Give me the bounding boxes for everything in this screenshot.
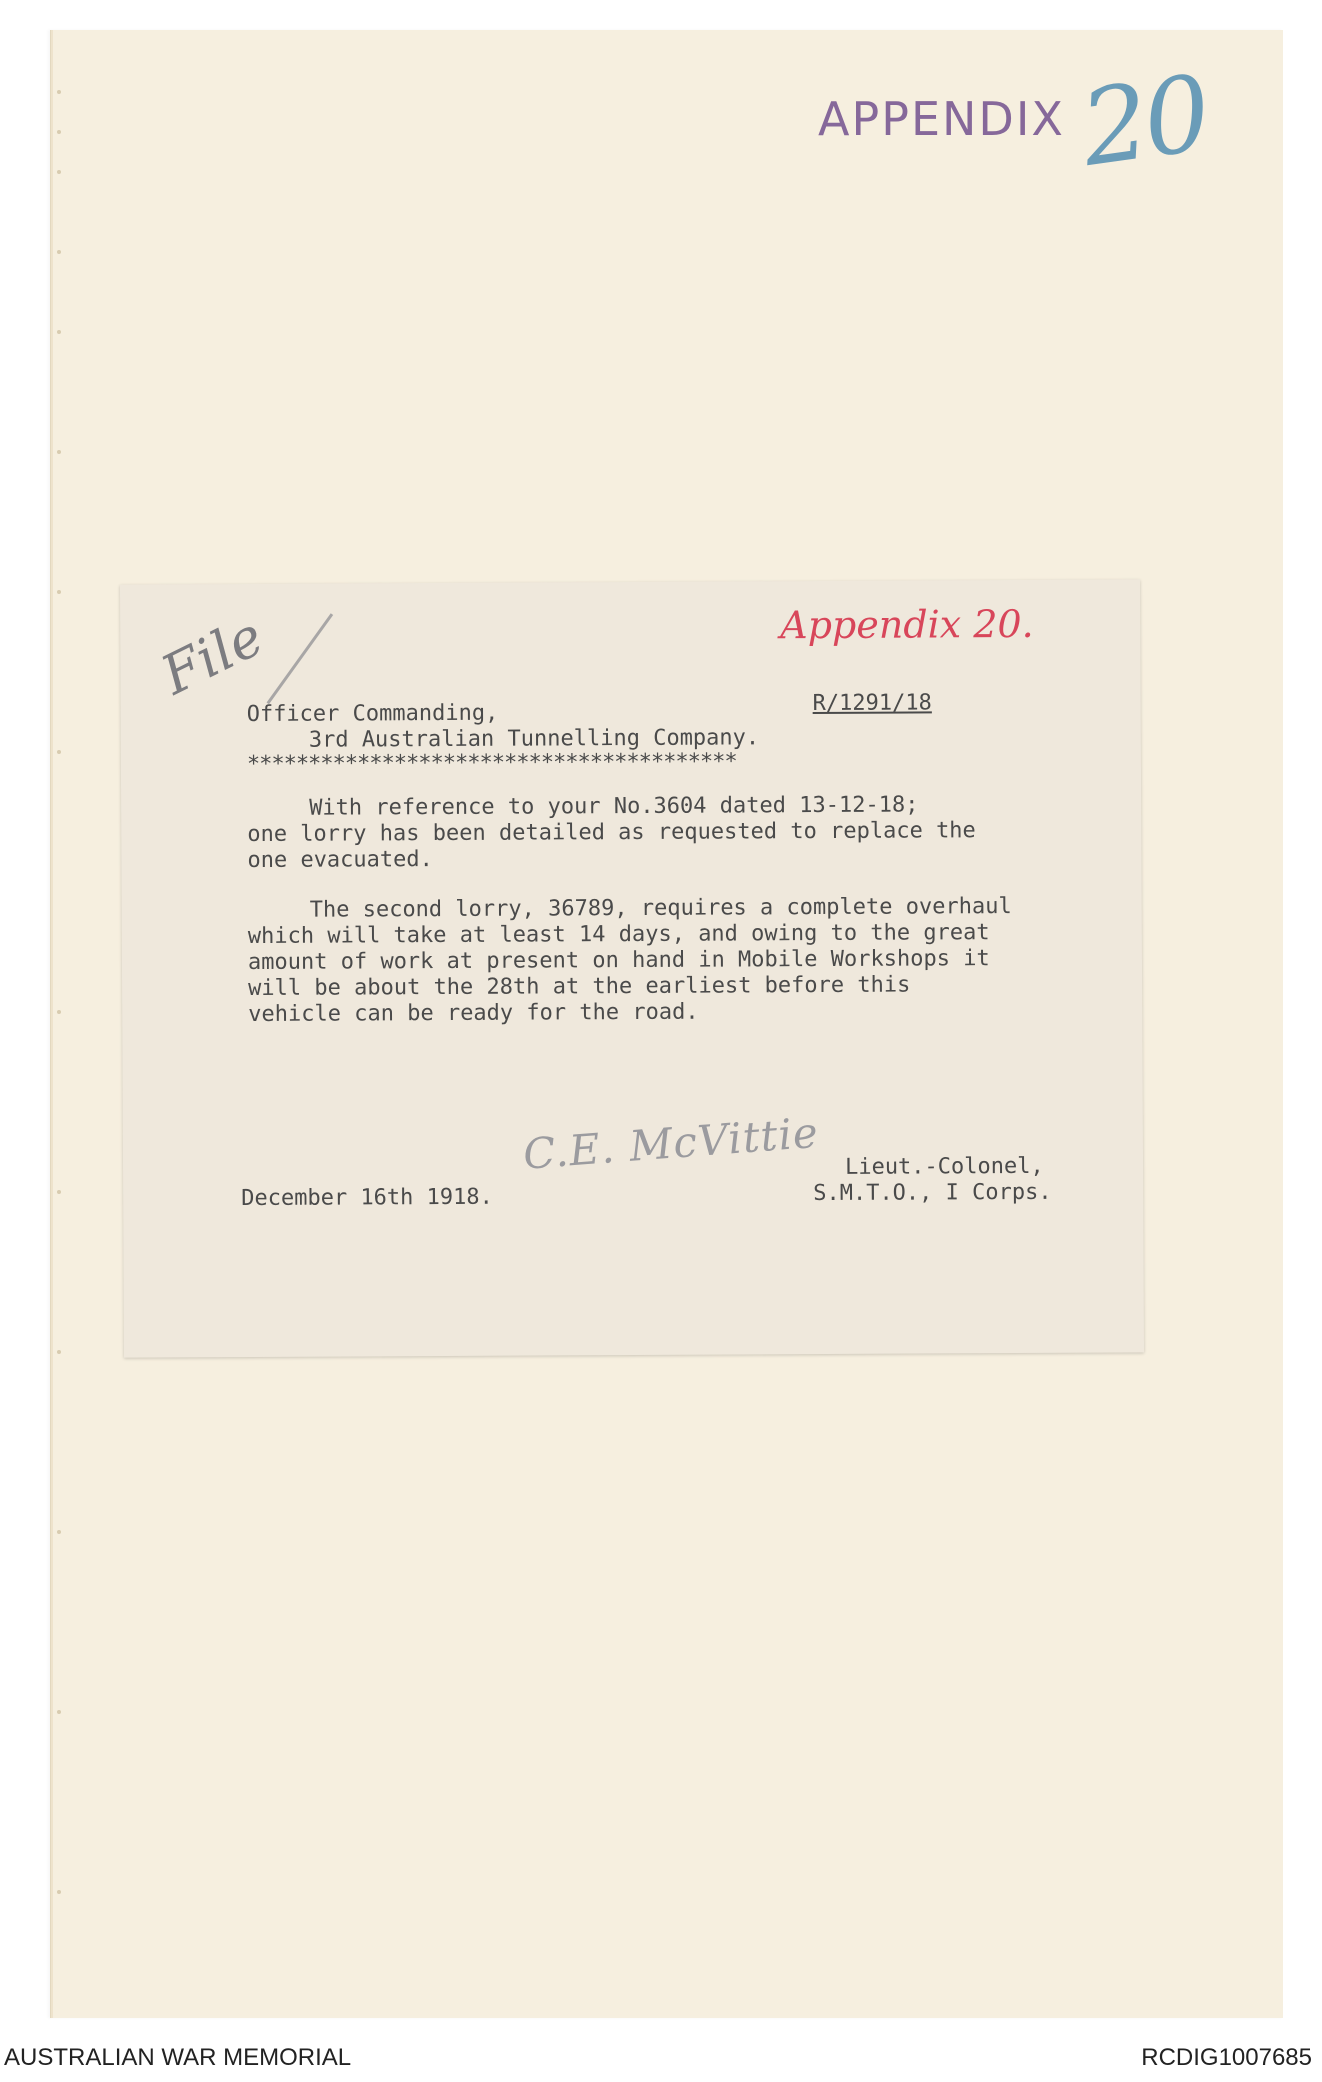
footer-archive-name: AUSTRALIAN WAR MEMORIAL: [4, 2044, 352, 2071]
handwritten-file-note: File: [151, 604, 273, 707]
addressee-line-1: Officer Commanding,: [246, 700, 499, 728]
paragraph-1-line-1: With reference to your No.3604 dated 13-12-18;: [309, 792, 919, 821]
reference-number: R/1291/18: [812, 690, 932, 717]
paragraph-2-line-3: amount of work at present on hand in Mobile Workshops it: [247, 946, 990, 976]
memo-slip: [120, 579, 1144, 1357]
signatory-position: S.M.T.O., I Corps.: [813, 1179, 1052, 1207]
paragraph-1-line-2: one lorry has been detailed as requested to replace the: [247, 818, 976, 848]
paragraph-2-line-4: will be about the 28th at the earliest before this: [248, 972, 911, 1002]
addressee-line-2: 3rd Australian Tunnelling Company.: [308, 725, 760, 753]
appendix-stamp: APPENDIX: [818, 92, 1065, 146]
memo-date: December 16th 1918.: [241, 1184, 493, 1212]
paragraph-2-line-5: vehicle can be ready for the road.: [248, 999, 699, 1028]
footer-record-id: RCDIG1007685: [1141, 2044, 1312, 2071]
signatory-rank: Lieut.-Colonel,: [844, 1153, 1044, 1180]
paragraph-1-line-3: one evacuated.: [247, 847, 433, 874]
handwritten-slash: [267, 613, 334, 704]
red-appendix-annotation: Appendix 20.: [780, 601, 1034, 648]
handwritten-signature: C.E. McVittie: [521, 1107, 821, 1179]
paragraph-2-line-2: which will take at least 14 days, and owing to the great: [247, 920, 990, 950]
asterisk-divider: ****************************************: [246, 749, 737, 778]
paragraph-2-line-1: The second lorry, 36789, requires a complete overhaul: [309, 894, 1012, 923]
appendix-number-handwritten: 20: [1074, 51, 1215, 191]
